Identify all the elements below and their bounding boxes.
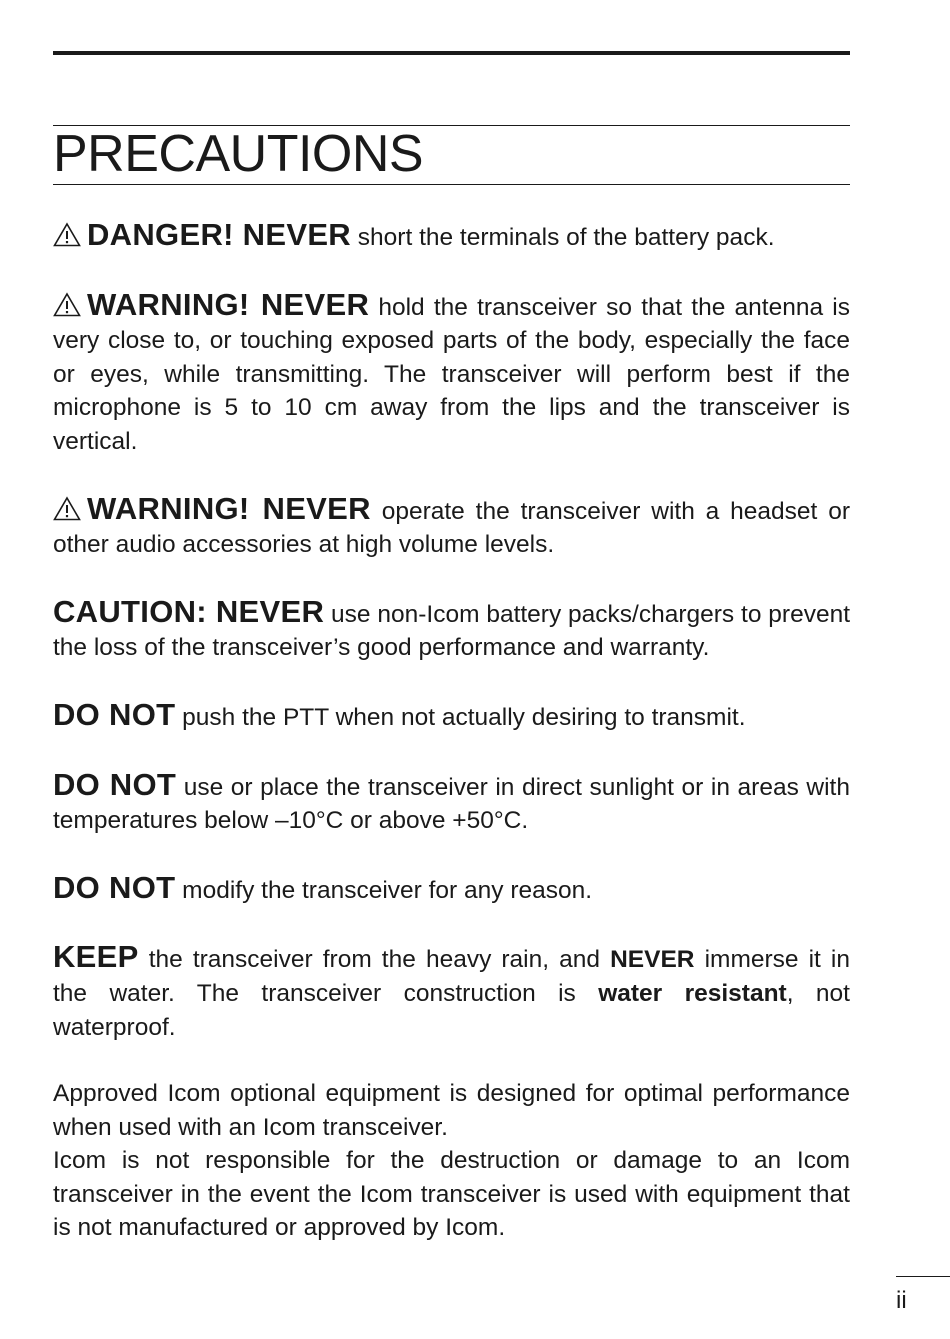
precaution-keyword: DO NOT [53,696,176,732]
precaution-text: use or place the transceiver in direct sunlight or in areas with temperatures below –10°C or above +50°C. [53,773,850,835]
precaution-text: immerse it in the water. The transceiver construction is [53,946,850,1007]
precaution-text: , not waterproof. [53,979,850,1041]
precaution-emphasis: water resistant [598,979,787,1007]
precaution-caution [53,595,850,665]
precaution-do-not [53,768,850,838]
precaution-warning [53,288,850,459]
page-title: PRECAUTIONS [53,125,424,183]
precaution-text: use non-Icom battery packs/chargers to prevent the loss of the transceiver’s good performance and warranty. [53,600,850,662]
precaution-text: the transceiver from the heavy rain, and [138,946,611,974]
precaution-keyword: CAUTION: NEVER [53,593,325,629]
warning-triangle-icon [53,222,81,247]
precaution-keyword: WARNING! NEVER [87,490,371,526]
precaution-emphasis: NEVER [610,946,695,974]
precaution-text: hold the transceiver so that the antenna is very close to, or touching exposed parts of the body, especially the face or eyes, while transmitting. The transceiver will perform best if the microphone is 5 to 10 cm away from the lips and the transceiver is vertical. [53,293,850,455]
precaution-do-not [53,698,850,735]
precaution-do-not [53,871,850,908]
precaution-keyword: DO NOT [53,766,177,802]
warning-triangle-icon [53,496,81,521]
precaution-keyword: KEEP [53,939,139,975]
note-paragraph: Approved Icom optional equipment is designed for optimal performance when used with an Icom transceiver. [53,1080,850,1141]
top-rule [53,51,850,55]
page-number: ii [896,1287,907,1314]
precaution-keyword: WARNING! NEVER [87,286,370,322]
note-paragraph: Icom is not responsible for the destruction or damage to an Icom transceiver in the event the Icom transceiver is used with equipment that is not manufactured or approved by Icom. [53,1147,850,1242]
precaution-warning [53,492,850,562]
title-block [53,125,850,185]
precaution-keep [53,940,850,1044]
warning-triangle-icon [53,292,81,317]
precaution-text: short the terminals of the battery pack. [350,224,775,251]
precaution-text: push the PTT when not actually desiring to transmit. [175,703,746,731]
precaution-text: modify the transceiver for any reason. [175,876,593,904]
precaution-keyword: DANGER! NEVER [87,217,351,252]
precaution-text: operate the transceiver with a headset or other audio accessories at high volume levels. [53,497,850,559]
precaution-keyword: DO NOT [53,869,176,905]
precaution-danger [53,218,850,255]
page-number-rule [896,1276,950,1277]
precautions-content [53,218,850,1245]
